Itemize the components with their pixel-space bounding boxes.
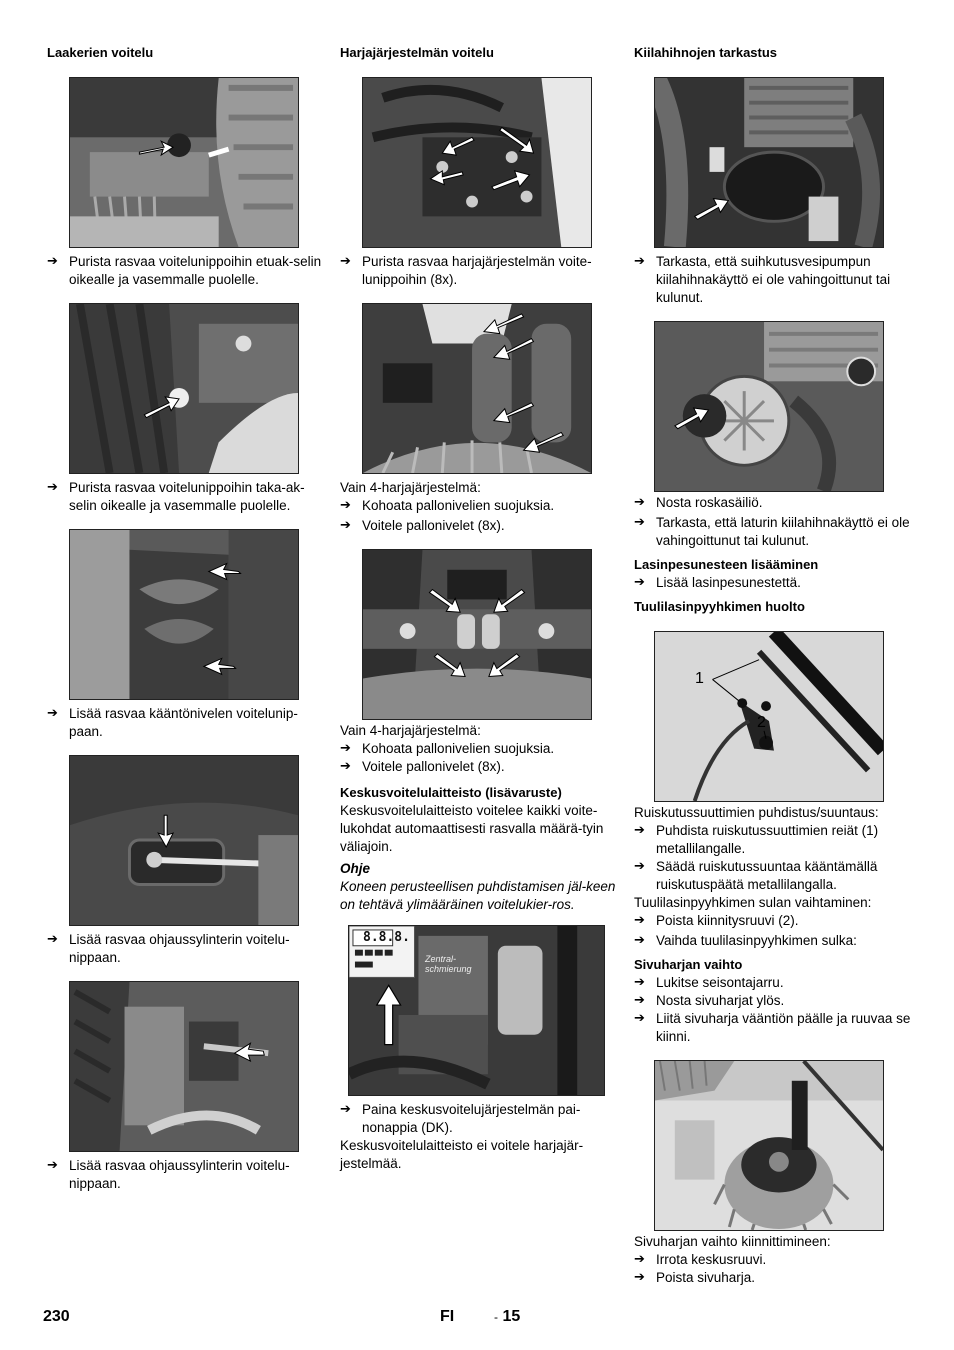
photo-wiper-nozzles <box>654 631 884 802</box>
step-front-axle: ➔ Purista rasvaa voitelunippoihin etuak-selin oikealle ja vasemmalle puolelle. <box>47 253 329 289</box>
step-rear-axle: ➔ Purista rasvaa voitelunippoihin taka-ak-selin oikealle ja vasemmalle puolelle. <box>47 479 329 515</box>
photo-side-brush <box>654 1060 884 1231</box>
step-check-alternator-belt: ➔ Tarkasta, että laturin kiilahihnakäyttö ei ole vahingoittunut tai kulunut. <box>634 514 916 550</box>
step-adjust-nozzles: ➔ Säädä ruiskutussuuntaa kääntämällä ruiskutuspäätä metallilangalla. <box>634 858 916 894</box>
step-grease-joints-a: ➔ Voitele pallonivelet (8x). <box>340 517 622 535</box>
step-steering-cylinder-b: ➔ Lisää rasvaa ohjaussylinterin voitelu-nippaan. <box>47 1157 329 1193</box>
central-not-brush: Keskusvoitelulaitteisto ei voitele harjajär-jestelmää. <box>340 1138 584 1171</box>
step-check-pump-belt: ➔ Tarkasta, että suihkutusvesipumpun kiilahihnakäyttö ei ole vahingoittunut tai kulunut. <box>634 253 916 307</box>
step-lift-covers-a: ➔ Kohoata pallonivelien suojuksia. <box>340 497 622 515</box>
column-2 <box>340 44 622 1173</box>
photo-ball-joints-b <box>362 549 592 720</box>
nozzle-intro: Ruiskutussuuttimien puhdistus/suuntaus: <box>634 805 879 820</box>
photo-brush-nipples <box>362 77 592 248</box>
heading-washer-fluid: Lasinpesunesteen lisääminen <box>634 557 819 572</box>
page-number: 230 <box>43 1308 70 1325</box>
photo-alternator-belt <box>654 321 884 492</box>
step-clean-nozzles: ➔ Puhdista ruiskutussuuttimien reiät (1) metallilangalle. <box>634 822 916 858</box>
step-lift-side-brushes: ➔ Nosta sivuharjat ylös. <box>634 992 916 1010</box>
heading-side-brush: Sivuharjan vaihto <box>634 957 743 972</box>
step-attach-brush: ➔ Liitä sivuharja vääntiön päälle ja ruuvaa se kiinni. <box>634 1010 916 1046</box>
label-1: 1 <box>695 670 704 687</box>
photo-steering-cylinder-b <box>69 981 299 1152</box>
step-loosen-screw: ➔ Irrota keskusruuvi. <box>634 1251 916 1269</box>
blade-intro: Tuulilasinpyyhkimen sulan vaihtaminen: <box>634 895 872 910</box>
photo-pump-belt <box>654 77 884 248</box>
note-text: Koneen perusteellisen puhdistamisen jäl-keen on tehtävä ylimääräinen voitelukier-ros. <box>340 879 616 912</box>
photo-pivot-joint <box>69 529 299 700</box>
retainer-intro: Sivuharjan vaihto kiinnittimineen: <box>634 1234 831 1249</box>
step-brush-nipples: ➔ Purista rasvaa harjajärjestelmän voite-lunippoihin (8x). <box>340 253 622 289</box>
central-lubrication-text: Keskusvoitelulaitteisto voitelee kaikki voite-lukohdat automaattisesti rasvalla määrä-tyin väliajoin. <box>340 803 604 854</box>
label-2: 2 <box>757 714 766 731</box>
step-change-blade: ➔ Vaihda tuulilasinpyyhkimen sulka: <box>634 932 916 950</box>
photo-ball-joints-a <box>362 303 592 474</box>
step-parking-brake: ➔ Lukitse seisontajarru. <box>634 974 916 992</box>
sub-page-number <box>494 1307 520 1327</box>
sub-page-value: 15 <box>502 1308 521 1325</box>
photo-central-lubrication-unit <box>348 925 605 1096</box>
step-grease-joints-b: ➔ Voitele pallonivelet (8x). <box>340 758 622 776</box>
only-4-brush-a: Vain 4-harjajärjestelmä: <box>340 480 481 495</box>
language-code: FI <box>440 1308 455 1325</box>
step-remove-side-brush: ➔ Poista sivuharja. <box>634 1269 916 1287</box>
panel-display: 8.8.8. <box>363 930 410 945</box>
heading-bearing-lubrication: Laakerien voitelu <box>47 45 154 60</box>
heading-central-lubrication: Keskusvoitelulaitteisto (lisävaruste) <box>340 785 562 800</box>
step-lift-bin: ➔ Nosta roskasäiliö. <box>634 494 916 512</box>
photo-front-axle-nipple <box>69 77 299 248</box>
sub-page-dash: - <box>494 1310 498 1324</box>
heading-brush-lubrication: Harjajärjestelmän voitelu <box>340 45 494 60</box>
photo-rear-axle-nipple <box>69 303 299 474</box>
only-4-brush-b: Vain 4-harjajärjestelmä: <box>340 723 481 738</box>
step-remove-screw: ➔ Poista kiinnitysruuvi (2). <box>634 912 916 930</box>
panel-label: Zentral-schmierung <box>425 954 472 974</box>
column-3 <box>634 44 916 1287</box>
step-add-washer-fluid: ➔ Lisää lasinpesunestettä. <box>634 574 916 592</box>
photo-steering-cylinder-a <box>69 755 299 926</box>
step-pivot-joint: ➔ Lisää rasvaa kääntönivelen voitelunip-paan. <box>47 705 329 741</box>
column-1 <box>47 44 329 1193</box>
step-lift-covers-b: ➔ Kohoata pallonivelien suojuksia. <box>340 740 622 758</box>
note-heading: Ohje <box>340 861 371 876</box>
heading-wiper-service: Tuulilasinpyyhkimen huolto <box>634 599 805 614</box>
step-press-button: ➔ Paina keskusvoitelujärjestelmän pai-nonappia (DK). <box>340 1101 622 1137</box>
heading-belt-check: Kiilahihnojen tarkastus <box>634 45 778 60</box>
step-steering-cylinder-a: ➔ Lisää rasvaa ohjaussylinterin voitelu-nippaan. <box>47 931 329 967</box>
